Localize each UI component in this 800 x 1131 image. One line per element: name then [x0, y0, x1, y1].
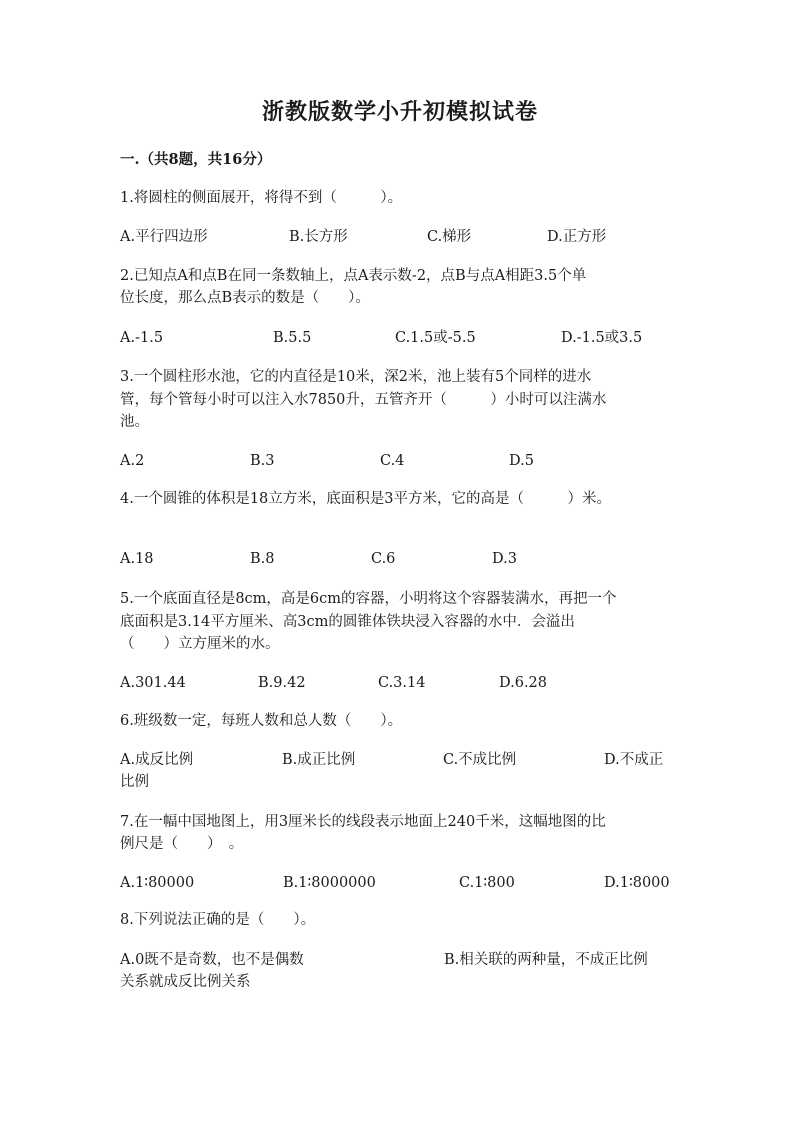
question-2-option-b: B.5.5	[273, 330, 312, 346]
question-4-option-a: A.18	[120, 551, 154, 567]
question-4-text: 4.一个圆锥的体积是18立方米，底面积是3平方米，它的高是（ ）米。	[120, 491, 612, 507]
question-8-option-a: A.0既不是奇数，也不是偶数	[120, 952, 304, 968]
question-6-option-b: B.成正比例	[282, 752, 356, 768]
question-8-option-b-continuation: 关系就成反比例关系	[120, 974, 251, 990]
question-7-text-line-1: 7.在一幅中国地图上，用3厘米长的线段表示地面上240千米，这幅地图的比	[120, 814, 606, 830]
question-6-text: 6.班级数一定，每班人数和总人数（ ）。	[120, 713, 403, 729]
question-5-option-b: B.9.42	[258, 675, 306, 691]
question-5-option-d: D.6.28	[499, 675, 548, 691]
question-1-option-c: C.梯形	[427, 229, 472, 245]
question-4-option-c: C.6	[371, 551, 396, 567]
exam-title: 浙教版数学小升初模拟试卷	[261, 99, 538, 125]
question-1-option-d: D.正方形	[547, 229, 607, 245]
question-1-text: 1.将圆柱的侧面展开，将得不到（ ）。	[120, 190, 403, 206]
question-8-option-b: B.相关联的两种量，不成正比例	[444, 952, 648, 968]
question-2-option-a: A.-1.5	[120, 330, 164, 346]
question-4-option-b: B.8	[250, 551, 275, 567]
question-3-option-b: B.3	[250, 453, 275, 469]
question-3-text-line-2: 管，每个管每小时可以注入水7850升，五管齐开（ ）小时可以注满水	[120, 392, 607, 408]
question-7-option-d: D.1∶8000	[604, 875, 670, 891]
question-2-text-line-1: 2.已知点A和点B在同一条数轴上，点A表示数-2，点B与点A相距3.5个单	[120, 268, 587, 284]
question-7-option-b: B.1∶8000000	[283, 875, 376, 891]
question-3-option-d: D.5	[509, 453, 534, 469]
question-6-option-d-continuation: 比例	[120, 774, 149, 790]
question-7-option-c: C.1∶800	[459, 875, 515, 891]
question-6-option-c: C.不成比例	[443, 752, 517, 768]
question-3-text-line-3: 池。	[120, 414, 149, 430]
question-5-text-line-3: （ ）立方厘米的水。	[120, 636, 280, 652]
question-1-option-b: B.长方形	[289, 229, 348, 245]
question-6-option-a: A.成反比例	[120, 752, 194, 768]
question-5-text-line-1: 5.一个底面直径是8cm，高是6cm的容器，小明将这个容器装满水，再把一个	[120, 591, 617, 607]
question-7-text-line-2: 例尺是（ ） 。	[120, 836, 244, 852]
question-5-text-line-2: 底面积是3.14平方厘米、高3cm的圆锥体铁块浸入容器的水中．会溢出	[120, 614, 575, 630]
question-5-option-c: C.3.14	[378, 675, 426, 691]
question-3-option-a: A.2	[120, 453, 145, 469]
question-6-option-d: D.不成正	[604, 752, 664, 768]
question-5-option-a: A.301.44	[120, 675, 186, 691]
question-3-text-line-1: 3.一个圆柱形水池，它的内直径是10米，深2米，池上装有5个同样的进水	[120, 369, 592, 385]
question-2-option-d: D.-1.5或3.5	[561, 330, 643, 346]
question-7-option-a: A.1∶80000	[120, 875, 195, 891]
question-4-option-d: D.3	[492, 551, 517, 567]
question-3-option-c: C.4	[380, 453, 405, 469]
question-8-text: 8.下列说法正确的是（ ）。	[120, 912, 316, 928]
question-2-option-c: C.1.5或-5.5	[395, 330, 476, 346]
section-heading: 一.（共8题，共16分）	[120, 151, 272, 168]
question-1-option-a: A.平行四边形	[120, 229, 208, 245]
question-2-text-line-2: 位长度，那么点B表示的数是（ ）。	[120, 290, 370, 306]
